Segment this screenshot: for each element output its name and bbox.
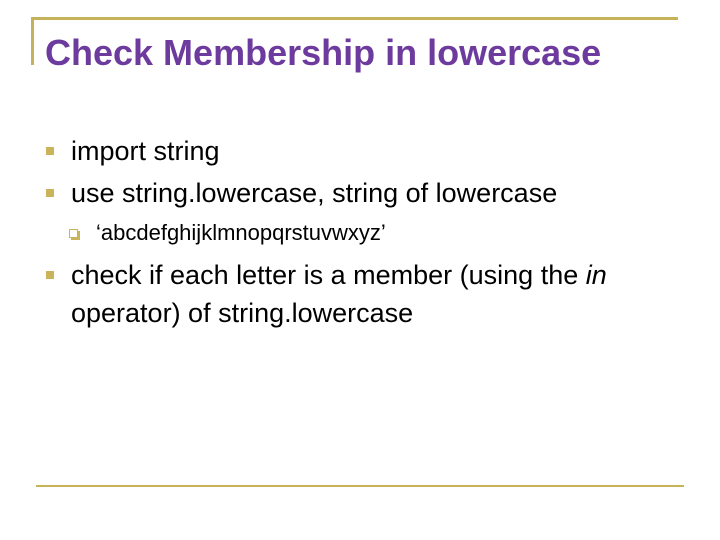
square-bullet-icon [46,271,54,279]
slide-title: Check Membership in lowercase [45,32,602,73]
bullet-text [71,256,701,332]
top-border-line [31,17,678,20]
sub-bullet-text: ‘abcdefghijklmnopqrstuvwxyz’ [96,220,386,245]
keyword-in: in [585,260,607,290]
hollow-square-bullet-icon [69,229,78,238]
bullet-text: use string.lowercase, string of lowercase [71,178,558,208]
square-bullet-icon [46,147,54,155]
bullet-text: import string [71,136,220,166]
bullet-text-part: check if each letter is a member (using the [71,260,586,290]
bullet-text-part: operator) of string.lowercase [71,298,414,328]
bottom-border-line [36,485,684,487]
square-bullet-icon [46,189,54,197]
left-border-line [31,17,34,65]
